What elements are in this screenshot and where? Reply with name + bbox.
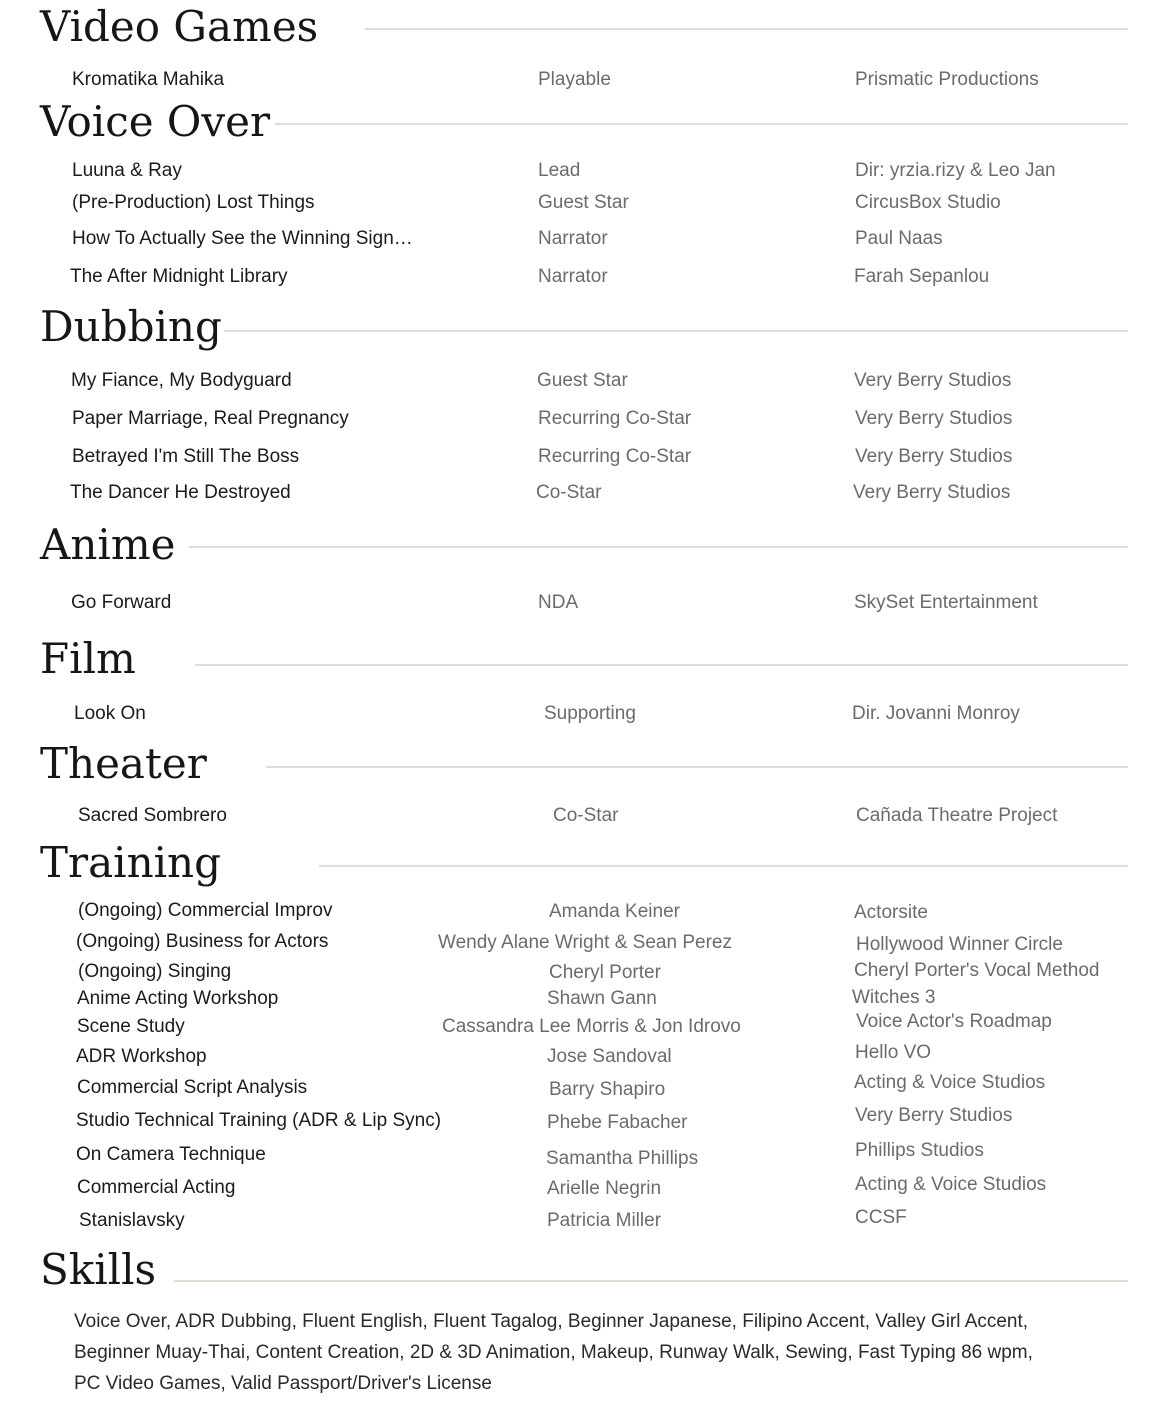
theater-project: Sacred Sombrero xyxy=(78,805,227,826)
training-company: Very Berry Studios xyxy=(855,1105,1013,1126)
dubbing-project: Paper Marriage, Real Pregnancy xyxy=(72,408,349,429)
training-role: Arielle Negrin xyxy=(547,1178,662,1199)
voice-over-project: (Pre-Production) Lost Things xyxy=(72,192,315,213)
training-project: On Camera Technique xyxy=(76,1144,266,1165)
section-divider-training xyxy=(319,865,1128,867)
video-games-project: Kromatika Mahika xyxy=(72,69,225,90)
skills-list: Voice Over, ADR Dubbing, Fluent English, Fluent Tagalog, Beginner Japanese, Filipino Accent, Valley Girl Accent, Beginner Muay-Thai, Content Creation, 2D & 3D Animation, Makeup, Runway Walk, Sewing, Fast Typing 86 wpm, PC Video Games, Valid Passport/Driver's License xyxy=(74,1311,1033,1394)
section-divider-voice-over xyxy=(275,123,1128,125)
section-heading-training: Training xyxy=(40,838,221,887)
dubbing-company: Very Berry Studios xyxy=(854,370,1012,391)
film-role: Supporting xyxy=(544,703,636,724)
dubbing-role: Recurring Co-Star xyxy=(538,446,692,467)
training-project: Anime Acting Workshop xyxy=(77,988,279,1009)
training-role: Cassandra Lee Morris & Jon Idrovo xyxy=(442,1016,741,1037)
video-games-company: Prismatic Productions xyxy=(855,69,1039,90)
section-heading-film: Film xyxy=(40,634,136,683)
theater-company: Cañada Theatre Project xyxy=(856,805,1058,826)
dubbing-project: Betrayed I'm Still The Boss xyxy=(72,446,300,467)
training-role: Cheryl Porter xyxy=(549,962,661,983)
training-role: Amanda Keiner xyxy=(549,901,680,922)
voice-over-company: Farah Sepanlou xyxy=(854,266,990,287)
training-company: Voice Actor's Roadmap xyxy=(856,1011,1052,1032)
anime-project: Go Forward xyxy=(71,592,172,613)
voice-over-project: The After Midnight Library xyxy=(70,266,288,287)
voice-over-project: How To Actually See the Winning Sign… xyxy=(72,228,413,249)
film-project: Look On xyxy=(74,703,146,724)
voice-over-role: Guest Star xyxy=(538,192,629,213)
dubbing-company: Very Berry Studios xyxy=(855,446,1013,467)
section-heading-skills: Skills xyxy=(40,1245,157,1294)
section-heading-dubbing: Dubbing xyxy=(40,302,222,351)
voice-over-company: Paul Naas xyxy=(855,228,943,249)
training-role: Shawn Gann xyxy=(547,988,657,1009)
training-company: Acting & Voice Studios xyxy=(855,1174,1047,1195)
section-divider-theater xyxy=(266,766,1128,768)
training-project: (Ongoing) Commercial Improv xyxy=(78,900,333,921)
training-project: Studio Technical Training (ADR & Lip Sync) xyxy=(76,1110,442,1131)
training-project: (Ongoing) Singing xyxy=(78,961,232,982)
training-role: Phebe Fabacher xyxy=(547,1112,688,1133)
training-company: Witches 3 xyxy=(852,987,936,1008)
dubbing-role: Guest Star xyxy=(537,370,628,391)
section-divider-dubbing xyxy=(224,330,1128,332)
voice-over-role: Narrator xyxy=(538,266,608,287)
voice-over-company: CircusBox Studio xyxy=(855,192,1001,213)
training-company: Hello VO xyxy=(855,1042,932,1063)
training-company: Hollywood Winner Circle xyxy=(856,934,1063,955)
training-project: ADR Workshop xyxy=(76,1046,207,1067)
training-company: Cheryl Porter's Vocal Method xyxy=(854,960,1100,981)
film-company: Dir. Jovanni Monroy xyxy=(852,703,1020,724)
section-divider-skills xyxy=(174,1280,1128,1282)
dubbing-company: Very Berry Studios xyxy=(853,482,1011,503)
section-divider-video-games xyxy=(365,28,1128,30)
anime-company: SkySet Entertainment xyxy=(854,592,1038,613)
section-divider-anime xyxy=(189,546,1128,548)
training-project: Commercial Script Analysis xyxy=(77,1077,308,1098)
voice-over-company: Dir: yrzia.rizy & Leo Jan xyxy=(855,160,1056,181)
dubbing-project: The Dancer He Destroyed xyxy=(70,482,291,503)
dubbing-company: Very Berry Studios xyxy=(855,408,1013,429)
voice-over-role: Narrator xyxy=(538,228,608,249)
training-project: Stanislavsky xyxy=(79,1210,185,1231)
training-project: Scene Study xyxy=(77,1016,185,1037)
video-games-role: Playable xyxy=(538,69,611,90)
section-heading-anime: Anime xyxy=(40,520,176,569)
training-role: Samantha Phillips xyxy=(546,1148,699,1169)
voice-over-role: Lead xyxy=(538,160,581,181)
section-divider-film xyxy=(195,664,1128,666)
training-role: Wendy Alane Wright & Sean Perez xyxy=(438,932,732,953)
training-role: Barry Shapiro xyxy=(549,1079,666,1100)
theater-role: Co-Star xyxy=(553,805,619,826)
dubbing-role: Recurring Co-Star xyxy=(538,408,692,429)
voice-over-project: Luuna & Ray xyxy=(72,160,182,181)
training-project: (Ongoing) Business for Actors xyxy=(76,931,329,952)
training-company: CCSF xyxy=(855,1207,907,1228)
training-role: Patricia Miller xyxy=(547,1210,662,1231)
training-role: Jose Sandoval xyxy=(547,1046,672,1067)
section-heading-voice-over: Voice Over xyxy=(40,97,271,146)
training-company: Actorsite xyxy=(854,902,928,923)
section-heading-video-games: Video Games xyxy=(40,2,319,51)
dubbing-role: Co-Star xyxy=(536,482,602,503)
training-company: Acting & Voice Studios xyxy=(854,1072,1046,1093)
anime-role: NDA xyxy=(538,592,579,613)
section-heading-theater: Theater xyxy=(40,739,207,788)
training-project: Commercial Acting xyxy=(77,1177,236,1198)
training-company: Phillips Studios xyxy=(855,1140,984,1161)
dubbing-project: My Fiance, My Bodyguard xyxy=(71,370,292,391)
